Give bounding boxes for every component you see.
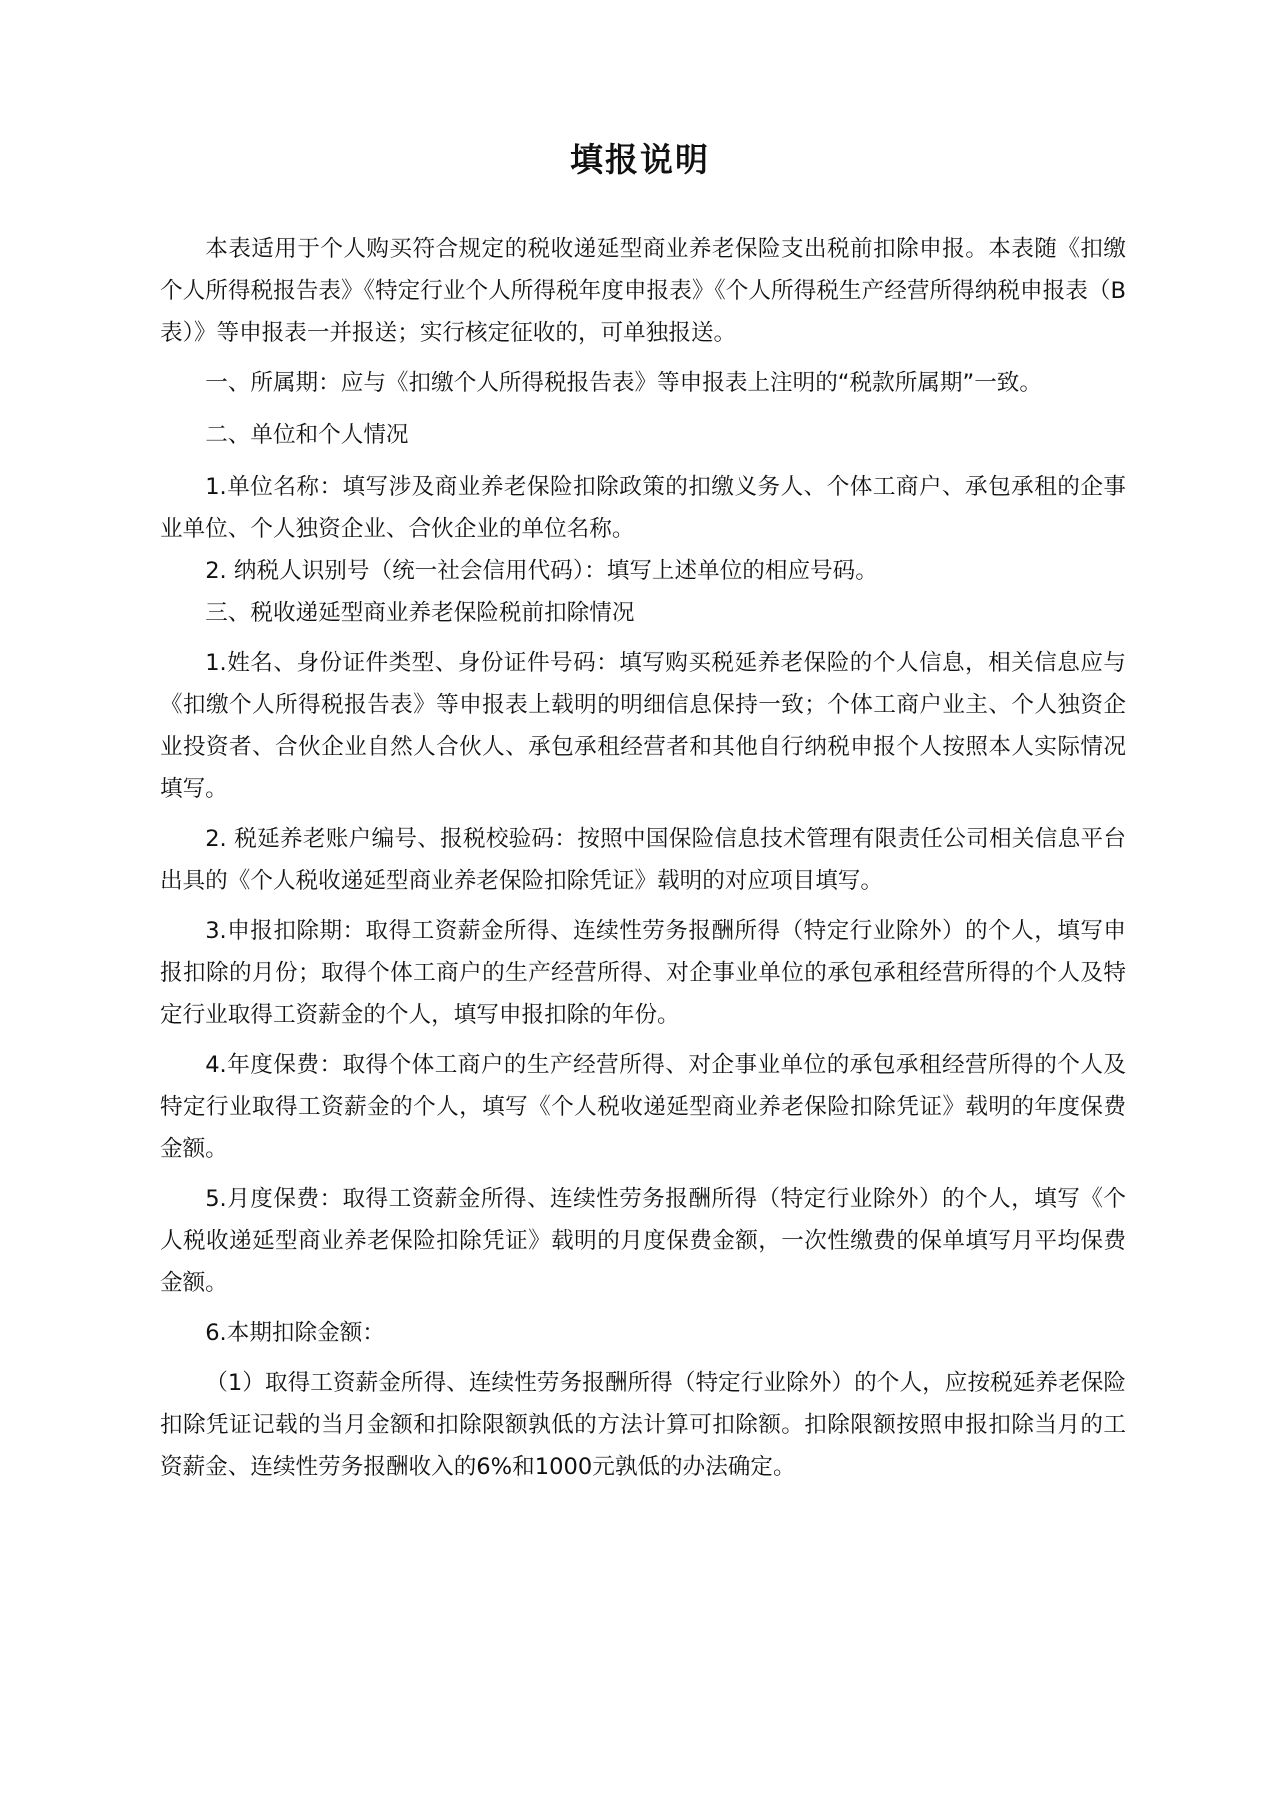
item-account-number: 2. 税延养老账户编号、报税校验码：按照中国保险信息技术管理有限责任公司相关信息平台出具的《个人税收递延型商业养老保险扣除凭证》载明的对应项目填写。 — [160, 826, 1126, 894]
item-identity-info: 1.姓名、身份证件类型、身份证件号码：填写购买税延养老保险的个人信息，相关信息应与《扣缴个人所得税报告表》等申报表上载明的明细信息保持一致；个体工商户业主、个人独资企业投资者、合伙企业自然人合伙人、承包承租经营者和其他自行纳税申报个人按照本人实际情况填写。 — [160, 650, 1126, 802]
item-annual-premium: 4.年度保费：取得个体工商户的生产经营所得、对企事业单位的承包承租经营所得的个人及特定行业取得工资薪金的个人，填写《个人税收递延型商业养老保险扣除凭证》载明的年度保费金额。 — [160, 1052, 1126, 1162]
section-1-period: 一、所属期：应与《扣缴个人所得税报告表》等申报表上注明的“税款所属期”一致。 — [205, 370, 1042, 396]
item-deduction-period: 3.申报扣除期：取得工资薪金所得、连续性劳务报酬所得（特定行业除外）的个人，填写申报扣除的月份；取得个体工商户的生产经营所得、对企事业单位的承包承租经营所得的个人及特定行业取得工资薪金的个人，填写申报扣除的年份。 — [160, 918, 1126, 1028]
item-deduction-rule-1: （1）取得工资薪金所得、连续性劳务报酬所得（特定行业除外）的个人，应按税延养老保险扣除凭证记载的当月金额和扣除限额孰低的方法计算可扣除额。扣除限额按照申报扣除当月的工资薪金、连续性劳务报酬收入的6%和1000元孰低的办法确定。 — [160, 1370, 1126, 1480]
intro-paragraph: 本表适用于个人购买符合规定的税收递延型商业养老保险支出税前扣除申报。本表随《扣缴个人所得税报告表》《特定行业个人所得税年度申报表》《个人所得税生产经营所得纳税申报表（B表）》等申报表一并报送；实行核定征收的，可单独报送。 — [160, 236, 1126, 346]
item-unit-name: 1.单位名称：填写涉及商业养老保险扣除政策的扣缴义务人、个体工商户、承包承租的企事业单位、个人独资企业、合伙企业的单位名称。 — [160, 474, 1126, 542]
document-body — [160, 228, 1126, 1488]
item-monthly-premium: 5.月度保费：取得工资薪金所得、连续性劳务报酬所得（特定行业除外）的个人，填写《个人税收递延型商业养老保险扣除凭证》载明的月度保费金额，一次性缴费的保单填写月平均保费金额。 — [160, 1186, 1126, 1296]
section-2-heading: 二、单位和个人情况 — [205, 422, 409, 448]
section-3-heading: 三、税收递延型商业养老保险税前扣除情况 — [205, 600, 635, 626]
item-current-deduction: 6.本期扣除金额： — [205, 1320, 385, 1346]
page-title: 填报说明 — [570, 140, 710, 179]
item-taxpayer-id: 2. 纳税人识别号（统一社会信用代码）：填写上述单位的相应号码。 — [205, 558, 878, 584]
